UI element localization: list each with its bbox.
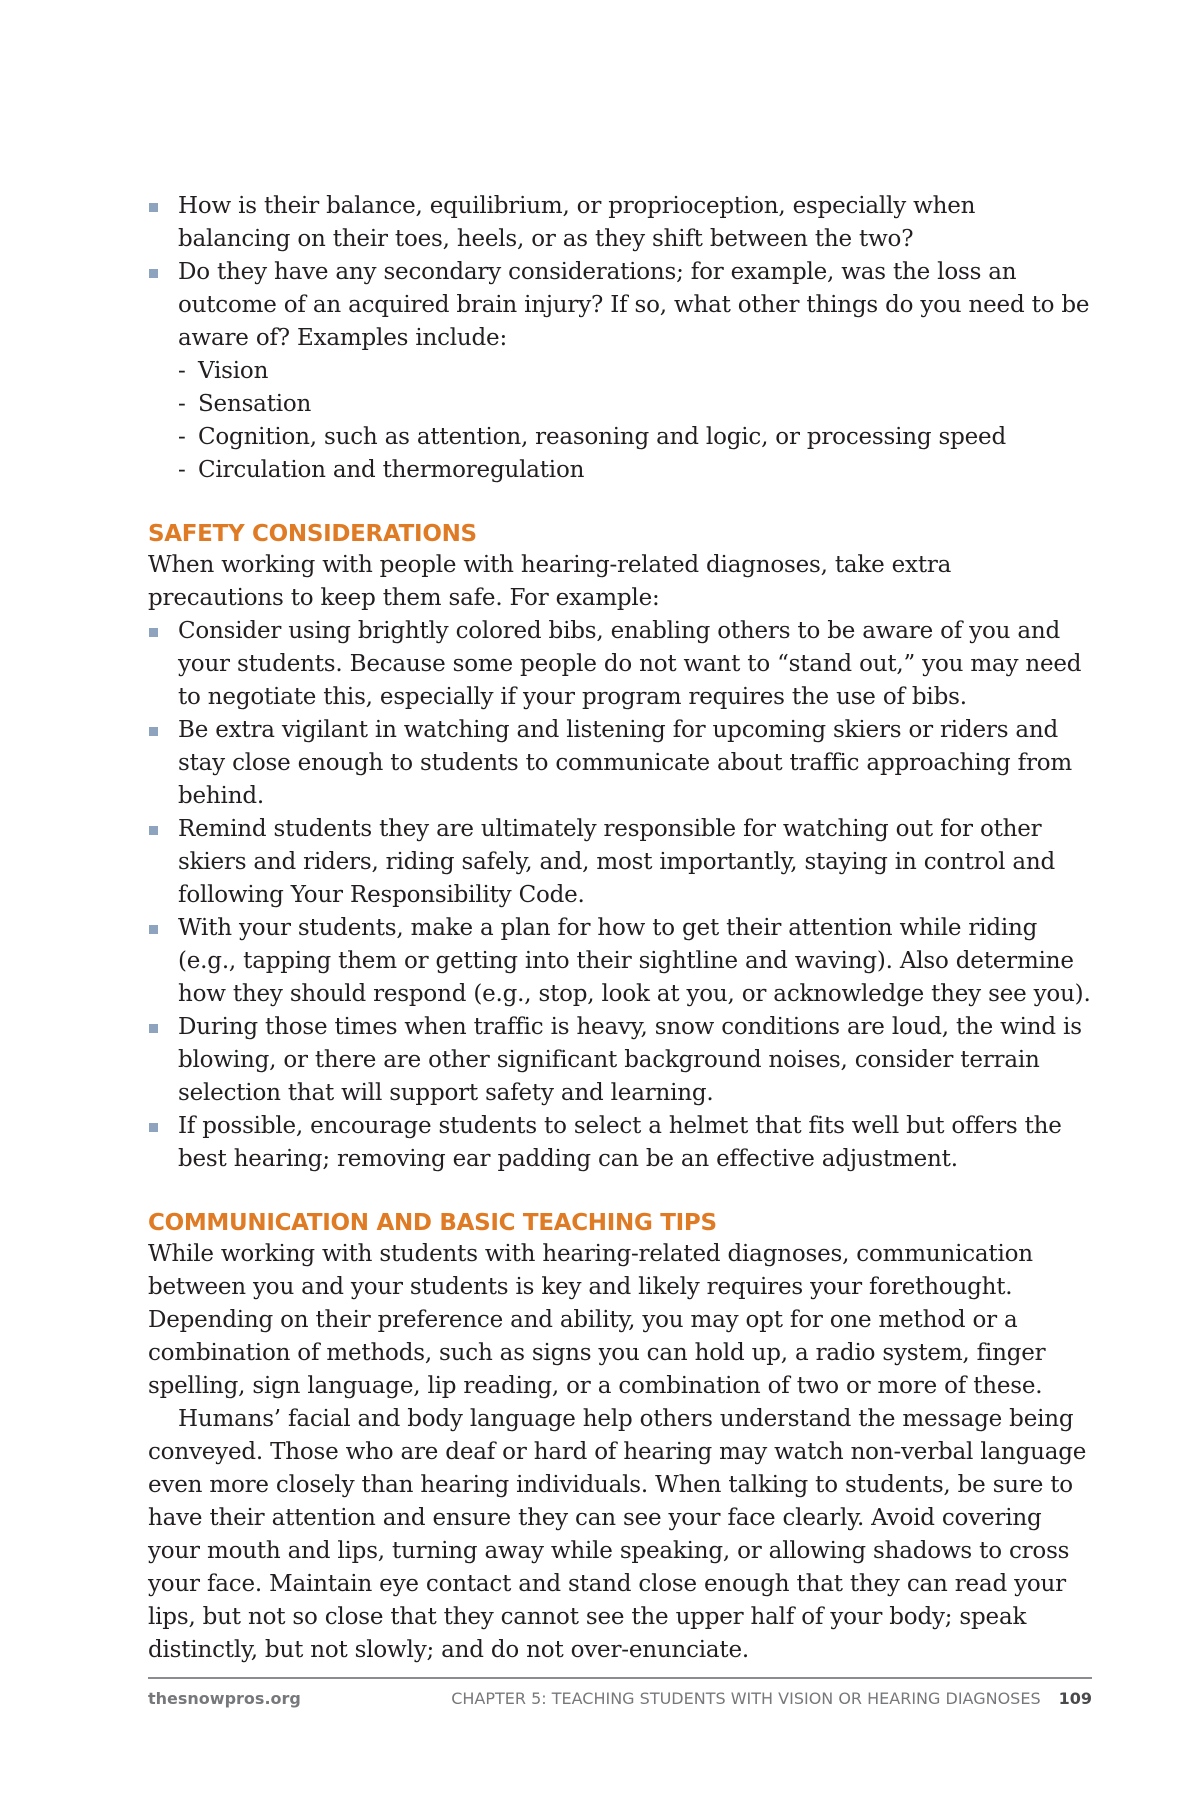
list-item-text: If possible, encourage students to select a helmet that fits well but offers the best hearing; removing ear padding can be an effective adjustment. (178, 1113, 1062, 1172)
list-item-text: Remind students they are ultimately responsible for watching out for other skiers and riders, riding safely, and, most importantly, staying in control and following Your Responsibility Code. (178, 816, 1056, 908)
safety-bullet-list (148, 615, 1092, 1176)
list-item (148, 256, 1092, 487)
list-item (148, 813, 1092, 912)
list-item (148, 714, 1092, 813)
dash-bullet-icon: - (178, 424, 186, 450)
list-item-text: Be extra vigilant in watching and listening for upcoming skiers or riders and stay close enough to students to communicate about traffic approaching from behind. (178, 717, 1073, 809)
intro-bullet-list (148, 190, 1092, 487)
sublist-item-text: Circulation and thermoregulation (198, 457, 585, 483)
list-item-text: With your students, make a plan for how to get their attention while riding (e.g., tapping them or getting into their sightline and waving). Also determine how they should respond (e.g., stop, look at you, or acknowledge they see you). (178, 915, 1091, 1007)
safety-section (148, 519, 1092, 1176)
page-content (148, 190, 1092, 1667)
sublist-item-text: Sensation (198, 391, 312, 417)
sublist-item (178, 388, 1092, 421)
list-item (148, 1110, 1092, 1176)
square-bullet-icon (149, 727, 158, 736)
paragraph: Humans’ facial and body language help others understand the message being conveyed. Those who are deaf or hard of hearing may watch non-verbal language even more closely than hearing individuals. When talking to students, be sure to have their attention and ensure they can see your face clearly. Avoid covering your mouth and lips, turning away while speaking, or allowing shadows to cross your face. Maintain eye contact and stand close enough that they can read your lips, but not so close that they cannot see the upper half of your body; speak distinctly, but not slowly; and do not over-enunciate. (148, 1406, 1087, 1663)
page-footer (148, 1689, 1092, 1708)
square-bullet-icon (149, 269, 158, 278)
paragraph: While working with students with hearing-related diagnoses, communication between you and your students is key and likely requires your forethought. Depending on their preference and ability, you may opt for one method or a combination of methods, such as signs you can hold up, a radio system, finger spelling, sign language, lip reading, or a combination of two or more of these. (148, 1241, 1046, 1399)
examples-sublist (178, 355, 1092, 487)
footer-site-link[interactable]: thesnowpros.org (148, 1689, 301, 1708)
page-number: 109 (1058, 1689, 1092, 1708)
dash-bullet-icon: - (178, 457, 186, 483)
square-bullet-icon (149, 1024, 158, 1033)
list-item (148, 912, 1092, 1011)
list-item (148, 190, 1092, 256)
footer-divider (148, 1677, 1092, 1679)
list-item-text: How is their balance, equilibrium, or proprioception, especially when balancing on their toes, heels, or as they shift between the two? (178, 193, 976, 252)
square-bullet-icon (149, 203, 158, 212)
sublist-item (178, 421, 1092, 454)
list-item-text: During those times when traffic is heavy, snow conditions are loud, the wind is blowing, or there are other significant background noises, consider terrain selection that will support safety and learning. (178, 1014, 1082, 1106)
square-bullet-icon (149, 826, 158, 835)
sublist-item (178, 355, 1092, 388)
list-item-text: Consider using brightly colored bibs, enabling others to be aware of you and your students. Because some people do not want to “stand out,” you may need to negotiate this, especially if your program requires the use of bibs. (178, 618, 1082, 710)
section-heading: SAFETY CONSIDERATIONS (148, 521, 477, 547)
square-bullet-icon (149, 925, 158, 934)
dash-bullet-icon: - (178, 358, 186, 384)
footer-chapter-title: CHAPTER 5: TEACHING STUDENTS WITH VISION OR HEARING DIAGNOSES (451, 1689, 1041, 1708)
dash-bullet-icon: - (178, 391, 186, 417)
list-item-text: Do they have any secondary considerations; for example, was the loss an outcome of an acquired brain injury? If so, what other things do you need to be aware of? Examples include: (178, 259, 1090, 351)
section-intro: When working with people with hearing-related diagnoses, take extra precautions to keep them safe. For example: (148, 552, 952, 611)
list-item (148, 1011, 1092, 1110)
square-bullet-icon (149, 628, 158, 637)
list-item (148, 615, 1092, 714)
sublist-item-text: Vision (198, 358, 269, 384)
sublist-item (178, 454, 1092, 487)
square-bullet-icon (149, 1123, 158, 1132)
section-heading: COMMUNICATION AND BASIC TEACHING TIPS (148, 1210, 717, 1236)
communication-section (148, 1208, 1092, 1667)
sublist-item-text: Cognition, such as attention, reasoning and logic, or processing speed (198, 424, 1006, 450)
footer-right-group (451, 1689, 1092, 1708)
